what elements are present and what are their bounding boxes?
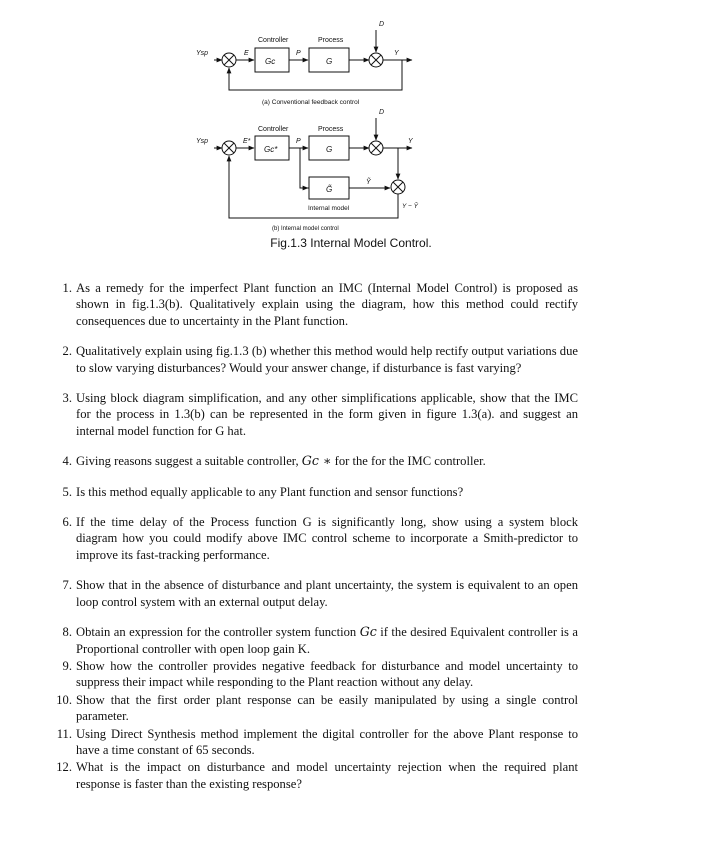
controller-title-b: Controller [258,126,289,133]
question-number: 4. [62,454,72,469]
question-item [48,658,578,691]
question-text: Using Direct Synthesis method implement the digital controller for the above Plant response to have a time constant of 65 seconds. [76,726,578,757]
ysp-label-a: Ysp [196,50,209,57]
imc-figure [0,0,702,260]
question-text-before: Obtain an expression for the controller system function [76,625,360,640]
question-item [48,692,578,725]
diagram-a [214,30,412,90]
question-text-after: if the desired Equivalent controller is a Proportional controller with open loop gain K. [76,625,578,656]
y-label-b: Y [408,138,413,145]
question-item [48,343,578,376]
question-text: Show that the first order plant response can be easily manipulated by using a single control parameter. [76,692,578,724]
p-label-a: P [296,50,301,57]
process-title-b: Process [318,126,344,133]
question-number: 5. [62,484,72,499]
question-number: 11. [56,726,72,741]
process-block-label-b: G [326,145,333,154]
subcaption-a: (a) Conventional feedback control [262,99,360,106]
question-item [48,280,578,329]
d-label-b: D [379,109,385,116]
diff-label: Y − Ỹ [402,203,418,210]
question-text: Using block diagram simplification, and any other simplifications applicable, show that the IMC for the process in 1.3(b) can be represented in the form given in figure 1.3(a). and suggest an internal model function for G hat. [76,391,578,438]
question-number: 2. [62,344,72,359]
y-hat-label: Ỹ [366,179,371,186]
question-item [48,514,578,563]
figure-caption: Fig.1.3 Internal Model Control. [270,236,432,250]
d-label-a: D [379,21,385,28]
question-list [48,280,578,793]
math-expression: Gc ∗ [301,453,332,469]
question-text: Qualitatively explain using fig.1.3 (b) whether this method would help rectify output variations due to slow varying disturbances? Would your answer change, if disturbance is fast varying? [76,344,578,375]
question-text-after: for the for the IMC controller. [331,454,486,469]
question-number: 6. [62,515,72,530]
question-number: 9. [62,658,72,673]
question-number: 12. [56,760,72,775]
controller-block-label-b: Gc* [264,145,278,154]
question-text: Show that in the absence of disturbance and plant uncertainty, the system is equivalent to an open loop control system with an external output delay. [76,578,578,609]
error-label-a: E [244,50,249,57]
math-expression: Gc [359,624,377,640]
question-item [48,577,578,610]
diagram-b [214,118,412,218]
question-number: 10. [56,692,72,707]
internal-model-label: Internal model [308,205,350,212]
question-number: 8. [62,625,72,640]
question-number: 3. [62,391,72,406]
error-label-b: E* [243,138,251,145]
p-label-b: P [296,138,301,145]
question-item [48,390,578,439]
process-title-a: Process [318,37,344,44]
process-block-label-a: G [326,57,333,66]
y-label-a: Y [394,50,399,57]
question-text: If the time delay of the Process function G is significantly long, show using a system block diagram how you could modify above IMC control scheme to incorporate a Smith-predictor to improve its fast-tracking performance. [76,515,578,562]
question-text: Is this method equally applicable to any Plant function and sensor functions? [76,484,464,499]
controller-block-label-a: Gc [265,57,276,66]
subcaption-b: (b) Internal model control [272,226,339,232]
question-text: As a remedy for the imperfect Plant function an IMC (Internal Model Control) is proposed as shown in fig.1.3(b). Qualitatively explain using the diagram, how this method could rectify consequences due to uncertainty in the Plant function. [76,281,578,328]
question-item [48,759,578,792]
question-number: 1. [62,281,72,295]
model-block-label: G̃ [326,185,333,194]
controller-title-a: Controller [258,37,289,44]
question-item [48,453,578,469]
question-number: 7. [62,578,72,593]
ysp-label-b: Ysp [196,138,209,145]
question-item [48,624,578,657]
question-text: Show how the controller provides negative feedback for disturbance and model uncertainty to suppress their impact while responding to the Plant reaction without any delay. [76,658,578,690]
question-item [48,726,578,759]
question-item [48,484,578,500]
question-text: What is the impact on disturbance and model uncertainty rejection when the required plant response is faster than the existing response? [76,760,578,791]
question-text-before: Giving reasons suggest a suitable controller, [76,454,302,469]
